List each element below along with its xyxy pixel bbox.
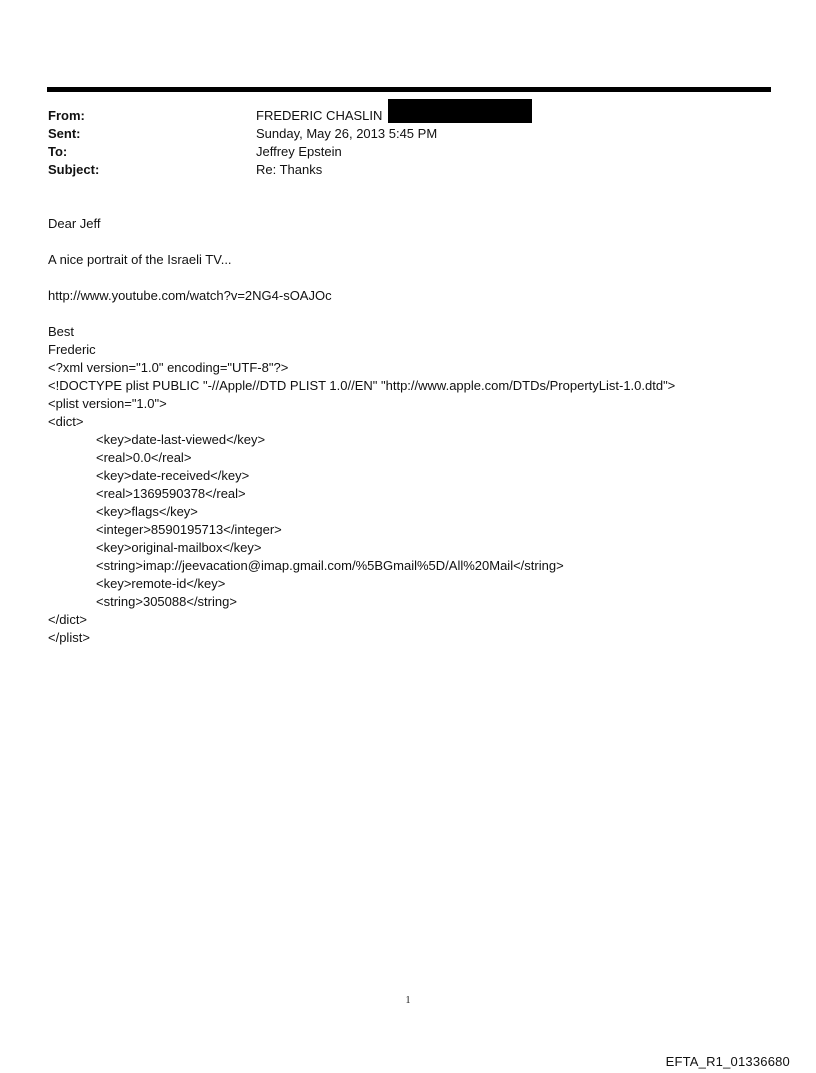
to-value: Jeffrey Epstein [256,144,342,159]
to-row [48,143,768,161]
plist-open: <plist version="1.0"> [48,396,167,411]
xml-declaration: <?xml version="1.0" encoding="UTF-8"?> [48,360,289,375]
plist-entry: <key>flags</key> [96,504,198,519]
plist-close: </plist> [48,630,90,645]
plist-entry: <real>1369590378</real> [96,486,246,501]
plist-entry: <key>original-mailbox</key> [96,540,262,555]
page-number: 1 [405,995,411,1006]
sent-row [48,125,768,143]
plist-entry: <string>imap://jeevacation@imap.gmail.com/%5BGmail%5D/All%20Mail</string> [96,558,564,573]
document-id: EFTA_R1_01336680 [665,1054,790,1069]
plist-entry: <real>0.0</real> [96,450,192,465]
doctype-line: <!DOCTYPE plist PUBLIC "-//Apple//DTD PLIST 1.0//EN" "http://www.apple.com/DTDs/PropertyList-1.0.dtd"> [48,378,676,393]
to-label: To: [48,144,68,159]
plist-entry: <string>305088</string> [96,594,237,609]
subject-row [48,161,768,179]
dict-open: <dict> [48,414,84,429]
from-label: From: [48,108,85,123]
email-body [48,215,788,647]
plist-entry: <integer>8590195713</integer> [96,522,282,537]
email-header [48,107,768,179]
redaction-box [388,99,532,123]
plist-entry: <key>date-received</key> [96,468,250,483]
message-line: A nice portrait of the Israeli TV... [48,252,232,267]
greeting: Dear Jeff [48,216,101,231]
from-value [256,107,532,125]
from-row [48,107,768,125]
dict-close: </dict> [48,612,88,627]
sent-label: Sent: [48,126,81,141]
sent-value: Sunday, May 26, 2013 5:45 PM [256,126,438,141]
subject-value: Re: Thanks [256,162,323,177]
closing: Best [48,324,75,339]
video-link[interactable]: http://www.youtube.com/watch?v=2NG4-sOAJOc [48,288,332,303]
sender-name: FREDERIC CHASLIN [256,108,383,123]
plist-entry: <key>date-last-viewed</key> [96,432,266,447]
subject-label: Subject: [48,162,100,177]
signature: Frederic [48,342,96,357]
header-rule [47,87,771,92]
plist-entry: <key>remote-id</key> [96,576,226,591]
